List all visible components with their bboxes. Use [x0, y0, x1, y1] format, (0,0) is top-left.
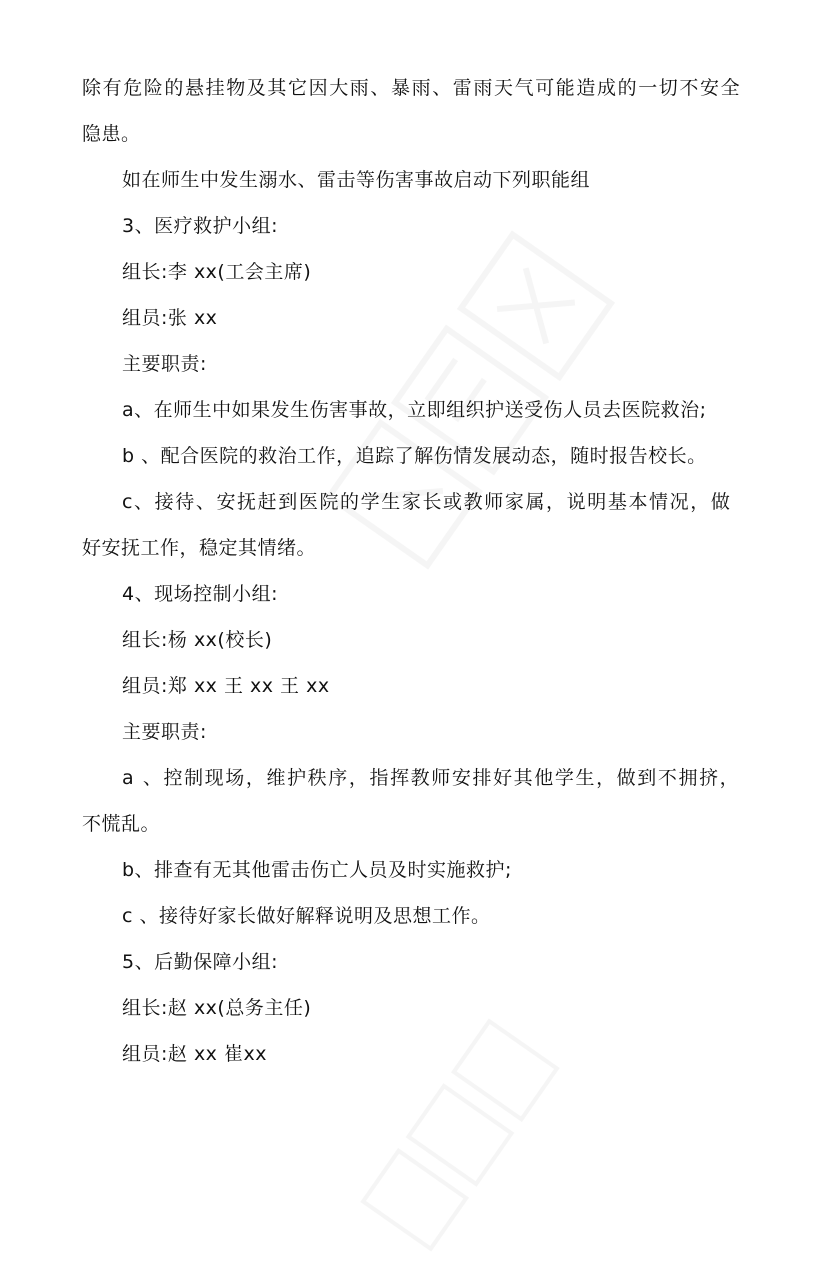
- duties-heading: 主要职责:: [122, 721, 207, 743]
- duty-item: a、在师生中如果发生伤害事故，立即组织护送受伤人员去医院救治;: [122, 399, 707, 421]
- team-members: 组员:郑 xx 王 xx 王 xx: [122, 675, 330, 697]
- section-heading: 5、后勤保障小组:: [122, 951, 278, 973]
- paragraph-line: 如在师生中发生溺水、雷击等伤害事故启动下列职能组: [122, 169, 591, 191]
- duty-item: c 、接待好家长做好解释说明及思想工作。: [122, 905, 491, 927]
- paragraph-line: 隐患。: [82, 123, 141, 145]
- duty-item-continued: 不慌乱。: [82, 813, 161, 835]
- team-leader: 组长:李 xx(工会主席): [122, 261, 312, 283]
- team-members: 组员:张 xx: [122, 307, 218, 329]
- team-members: 组员:赵 xx 崔xx: [122, 1043, 267, 1065]
- section-heading: 3、医疗救护小组:: [122, 215, 278, 237]
- watermark-logo-bottom: [340, 997, 579, 1273]
- duty-item: c、接待、安抚赶到医院的学生家长或教师家属，说明基本情况，做: [122, 491, 732, 513]
- paragraph-line: 除有危险的悬挂物及其它因大雨、暴雨、雷雨天气可能造成的一切不安全: [82, 77, 742, 99]
- duties-heading: 主要职责:: [122, 353, 207, 375]
- section-heading: 4、现场控制小组:: [122, 583, 278, 605]
- duty-item: b 、配合医院的救治工作，追踪了解伤情发展动态，随时报告校长。: [122, 445, 707, 467]
- team-leader: 组长:杨 xx(校长): [122, 629, 273, 651]
- team-leader: 组长:赵 xx(总务主任): [122, 997, 312, 1019]
- duty-item-continued: 好安抚工作，稳定其情绪。: [82, 537, 317, 559]
- duty-item: a 、控制现场，维护秩序，指挥教师安排好其他学生，做到不拥挤，: [122, 767, 741, 789]
- duty-item: b、排查有无其他雷击伤亡人员及时实施救护;: [122, 859, 512, 881]
